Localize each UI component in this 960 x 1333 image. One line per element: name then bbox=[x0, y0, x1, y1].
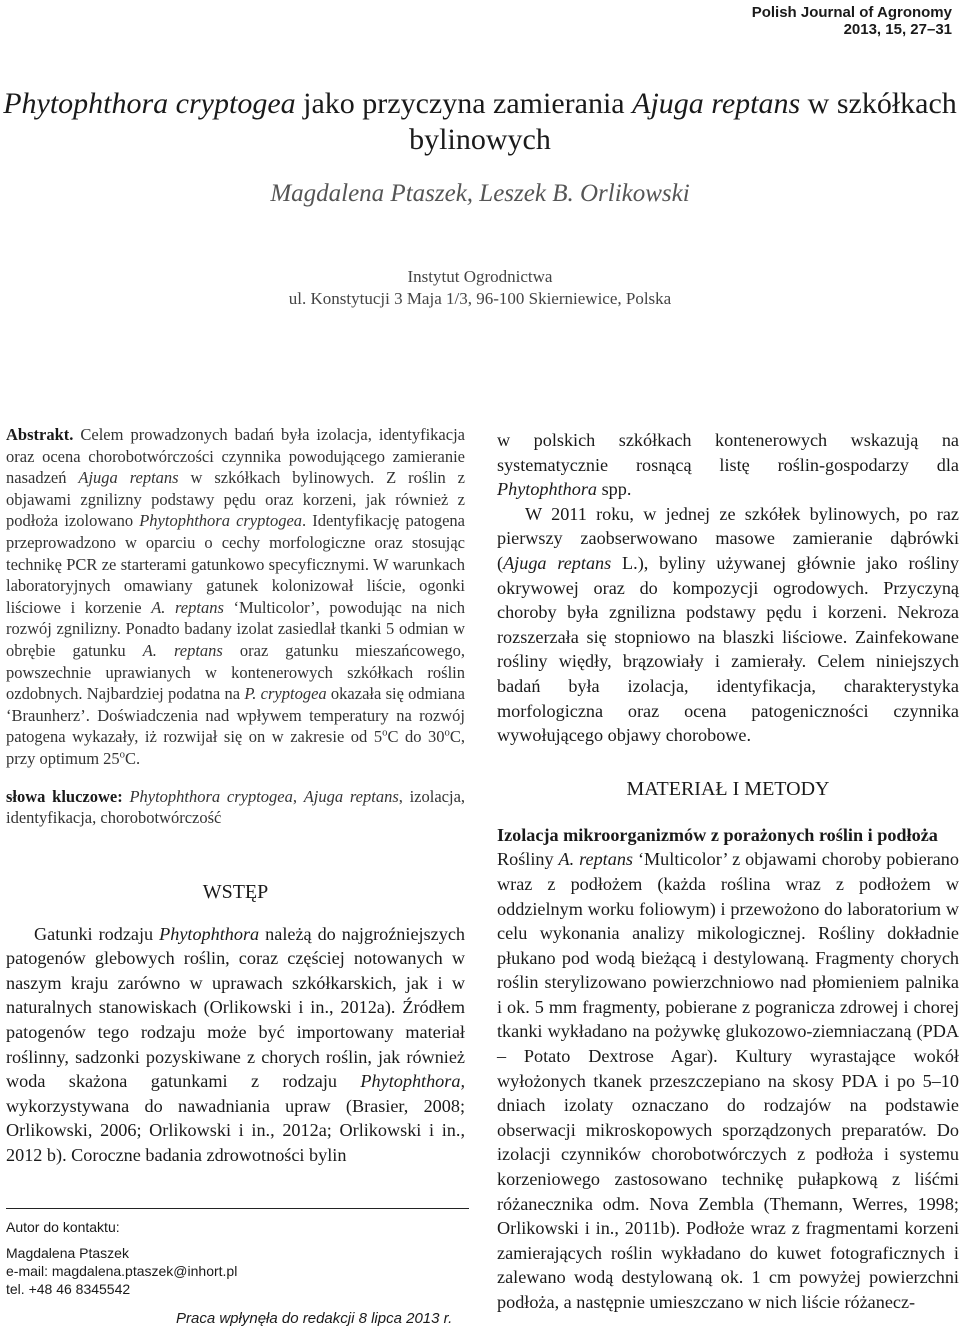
affiliation bbox=[0, 266, 960, 310]
keywords-s5: , izolacja, identyfikacja, chorobotwórczość bbox=[6, 786, 466, 828]
journal-header bbox=[752, 4, 952, 38]
abstract-s10: P. cryptogea bbox=[244, 684, 327, 704]
contact-label: Autor do kontaktu: bbox=[6, 1219, 120, 1235]
abstract-s9: oraz gatunku mieszańcowego, powszechnie uprawianych w kontenerowych szkółkach roślin ozdobnych. Najbardziej podatna na bbox=[6, 640, 465, 704]
keywords-s3: , bbox=[292, 786, 304, 806]
journal-issue: 2013, 15, 27–31 bbox=[843, 21, 952, 38]
contact-email: e-mail: magdalena.ptaszek@inhort.pl bbox=[6, 1263, 238, 1279]
right-p3-s1: Rośliny bbox=[497, 849, 559, 870]
abstract-label: Abstrakt. bbox=[6, 425, 74, 444]
abstract-s6: A. reptans bbox=[151, 597, 224, 617]
abstract-s11: okazała się odmiana ‘Braunherz’. Doświadczenia nad wpływem temperatury na rozwój patogena wykazały, iż rozwijał się on w zakresie od 5 bbox=[6, 684, 465, 747]
footnote-divider bbox=[6, 1208, 469, 1209]
right-paragraph-3 bbox=[497, 847, 959, 1314]
abstract-s5: . Identyfikację patogena przeprowadzono w oparciu o cechy morfologiczne oraz stosując technikę PCR ze starterami gatunkowo specyficznymi. W warunkach laboratoryjnych omawiany gatunek kolonizował liście, ogonki liściowe i korzenie bbox=[6, 511, 465, 617]
abstract-s12: C do 30 bbox=[387, 727, 445, 747]
abstract-s3: w szkółkach bylinowych. Z roślin z objawami zgnilizny podstawy pędu oraz korzeni, jak również z podłoża izolowano bbox=[6, 468, 465, 531]
abstract-s8: A. reptans bbox=[142, 640, 223, 660]
intro-paragraph bbox=[6, 922, 465, 1168]
title-italic-2: Ajuga reptans bbox=[632, 87, 801, 120]
abstract-s4: Phytophthora cryptogea bbox=[139, 511, 303, 531]
journal-name: Polish Journal of Agronomy bbox=[751, 4, 952, 21]
intro-s3: należą do najgroźniejszych patogenów glebowych roślin, coraz częściej notowanych w naszym kraju zarówno w uprawach szkółkarskich, jak i w naturalnych stanowiskach (Orlikowski i in., 2012a). Źródłem patogenów tego rodzaju może być importowany materiał roślinny, sadzonki pozyskiwane z chorych roślin, jak również woda skażona gatunkami z rodzaju bbox=[6, 923, 465, 1092]
right-paragraph-1 bbox=[497, 428, 959, 502]
affiliation-line-2: ul. Konstytucji 3 Maja 1/3, 96-100 Skierniewice, Polska bbox=[288, 289, 672, 308]
abstract-s1: Celem prowadzonych badań była izolacja, identyfikacja oraz ocena chorobotwórczości czynnika powodującego zamieranie nasadzeń bbox=[6, 425, 465, 488]
right-p1-s1: w polskich szkółkach kontenerowych wskazują na systematycznie rosnącą listę roślin-gospodarzy dla bbox=[497, 430, 959, 475]
right-p2-s3: L.), byliny używanej głównie jako rośliny okrywowej oraz do kompozycji ogrodowych. Przyczyną choroby była zgnilizna podstawy pędu i korzeni. Nekroza rozszerzała się stopniowo na blaszki liściowe. Zainfekowane rośliny więdły, brązowiały i zamierały. Celem niniejszych badań była izolacja, identyfikacja, charakterystyka morfologiczna oraz ocena patogeniczności czynnika wywołującego objawy chorobowe. bbox=[497, 552, 959, 746]
intro-s4: Phytophthora, bbox=[360, 1071, 465, 1092]
left-column bbox=[6, 424, 465, 1168]
abstract bbox=[6, 424, 465, 770]
right-column bbox=[497, 428, 959, 1315]
title-text-1: jako przyczyna zamierania bbox=[295, 87, 633, 120]
title-italic-1: Phytophthora cryptogea bbox=[3, 87, 296, 120]
contact-block bbox=[6, 1218, 406, 1298]
right-p1-s2: Phytophthora bbox=[497, 479, 598, 500]
article-title bbox=[0, 86, 960, 158]
abstract-sup-2: o bbox=[444, 726, 450, 739]
right-p3-s3: ‘Multicolor’ z objawami choroby pobierano wraz z podłożem (każda roślina wraz z podłożem w oddzielnym worku foliowym) i przewożono do laboratorium w celu wykonania analizy mikologicznej. Rośliny dokładnie płukano pod wodą bieżącą i destylowaną. Fragmenty chorych roślin sterylizowano powierzchniowo nad płomieniem palnika i ok. 5 mm fragmenty, pobierane z pogranicza zdrowej i chorej tkanki wykładano na pożywkę glukozowo-ziemniaczaną (PDA – Potato Dextrose Agar). Kultury wyrastające wokół wyłożonych tkanek przeszczepiano na skosy PDA i po 5–10 dniach izolaty oznaczano do rodzajów na podstawie obserwacji mikroskopowych sporządzonych preparatów. Do izolacji czynników chorobotwórczych z podłoża i systemu korzeniowego zastosowano technikę pułapkową z liśćmi różanecznika odm. Nova Zembla (Themann, Werres, 1998; Orlikowski i in., 2011b). Podłoże wraz z fragmentami korzeni zamierających roślin wykładano do kuwet fotograficznych i zalewano wodą destylowaną ok. 1 cm powyżej powierzchni podłoża, a następnie umieszczano w nich liście różanecz- bbox=[497, 849, 959, 1312]
keywords-s2: Phytophthora cryptogea bbox=[129, 786, 293, 806]
intro-s1: Gatunki rodzaju bbox=[34, 923, 160, 944]
abstract-sup-3: o bbox=[119, 748, 126, 761]
right-p3-s2: A. reptans bbox=[558, 849, 634, 870]
abstract-s13: C, przy optimum 25 bbox=[6, 727, 465, 768]
intro-heading: WSTĘP bbox=[202, 880, 269, 903]
right-p2-s1: W 2011 roku, w jednej ze szkółek bylinowych, po raz pierwszy zaobserwowano masowe zamieranie dąbrówki ( bbox=[497, 503, 959, 573]
contact-tel: tel. +48 46 8345542 bbox=[6, 1281, 131, 1297]
intro-s2: Phytophthora bbox=[159, 923, 260, 944]
keywords-label: słowa kluczowe: bbox=[6, 786, 123, 806]
abstract-s2: Ajuga reptans bbox=[78, 468, 179, 488]
keywords-s4: Ajuga reptans bbox=[303, 786, 399, 806]
abstract-s14: C. bbox=[125, 748, 141, 768]
affiliation-line-1: Instytut Ogrodnictwa bbox=[407, 267, 553, 286]
abstract-sup-1: o bbox=[382, 726, 388, 739]
right-p2-s2: Ajuga reptans bbox=[503, 552, 612, 573]
received-date: Praca wpłynęła do redakcji 8 lipca 2013 r. bbox=[176, 1310, 453, 1327]
methods-subheading: Izolacja mikroorganizmów z porażonych roślin i podłoża bbox=[497, 824, 938, 845]
right-p1-s3: spp. bbox=[597, 479, 632, 500]
intro-s5: wykorzystywana do nawadniania upraw (Brasier, 2008; Orlikowski, 2006; Orlikowski i in., 2012a; Orlikowski i in., 2012 b). Coroczne badania zdrowotności bylin bbox=[6, 1095, 465, 1166]
abstract-s7: ‘Multicolor’, powodując na nich rozwój zgnilizny. Ponadto badany izolat zasiedlał tkanki 5 odmian w obrębie gatunku bbox=[6, 597, 465, 660]
right-paragraph-2 bbox=[497, 502, 959, 748]
methods-heading: MATERIAŁ I METODY bbox=[626, 777, 830, 800]
keywords bbox=[6, 786, 465, 829]
title-text-2: w szkółkach bylinowych bbox=[409, 87, 957, 156]
authors: Magdalena Ptaszek, Leszek B. Orlikowski bbox=[270, 180, 690, 207]
contact-name: Magdalena Ptaszek bbox=[6, 1245, 129, 1261]
